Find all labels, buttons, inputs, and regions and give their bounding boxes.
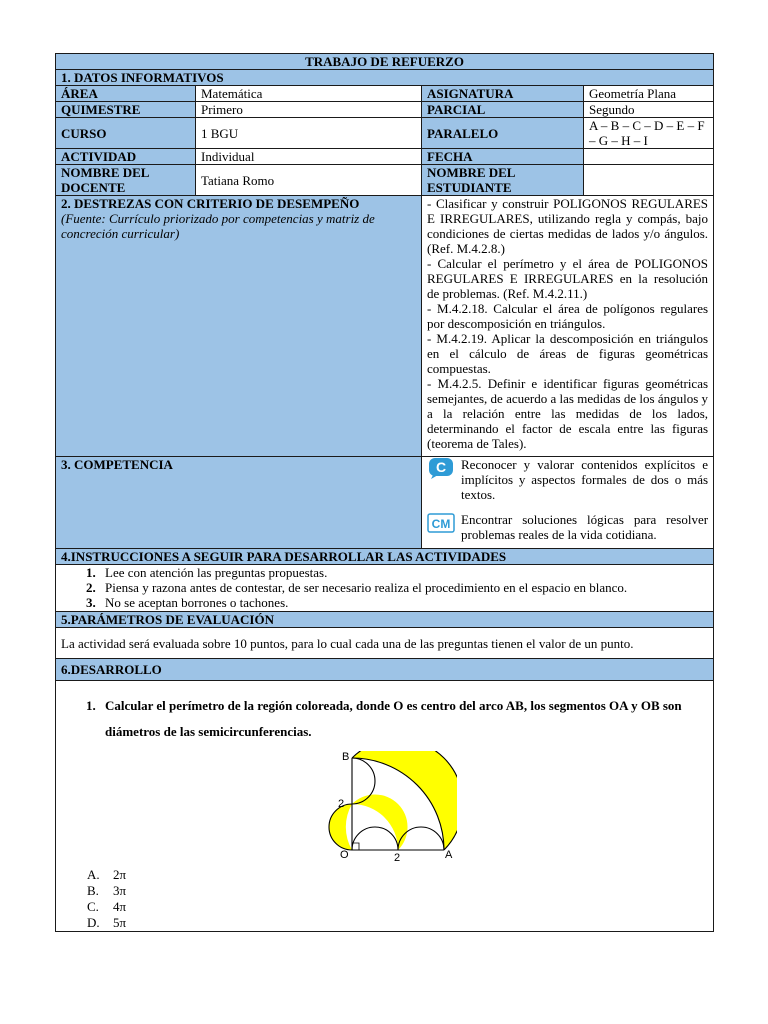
destrezas-cell <box>56 196 422 457</box>
quimestre-value: Primero <box>196 102 422 118</box>
question-list <box>61 693 708 745</box>
section-parametros-heading: 5.PARÁMETROS DE EVALUACIÓN <box>56 612 714 628</box>
actividad-value: Individual <box>196 149 422 165</box>
competencia-item <box>427 457 708 502</box>
paralelo-value: A – B – C – D – E – F – G – H – I <box>584 118 714 149</box>
destreza-item: - M.4.2.19. Aplicar la descomposición en triángulos en el cálculo de áreas de figuras geométricas compuestas. <box>427 331 709 376</box>
docente-value: Tatiana Romo <box>196 165 422 196</box>
parcial-label: PARCIAL <box>422 102 584 118</box>
estudiante-label: NOMBRE DEL ESTUDIANTE <box>422 165 584 196</box>
parametros-text: La actividad será evaluada sobre 10 puntos, para lo cual cada una de las preguntas tienen el valor de un punto. <box>56 628 714 659</box>
actividad-label: ACTIVIDAD <box>56 149 196 165</box>
competencia-cell <box>422 457 714 549</box>
instruccion-item: 3. No se aceptan borrones o tachones. <box>99 595 708 610</box>
instrucciones-cell <box>56 565 714 612</box>
competencia-c-icon <box>427 457 455 479</box>
destreza-item: - M.4.2.5. Definir e identificar figuras geométricas semejantes, de acuerdo a las medidas de los ángulos y a la relación entre las medidas de los lados, determinando el factor de escala entre las figuras (teorema de Tales). <box>427 376 709 451</box>
geometry-diagram <box>327 751 457 863</box>
destrezas-list <box>422 196 714 457</box>
asignatura-value: Geometría Plana <box>584 86 714 102</box>
geometry-figure <box>61 751 708 863</box>
section-competencia-heading: 3. COMPETENCIA <box>56 457 422 549</box>
answer-option-a[interactable]: A. 2π <box>87 867 127 882</box>
section-desarrollo-heading: 6.DESARROLLO <box>56 659 714 681</box>
instruccion-item: 1. Lee con atención las preguntas propuestas. <box>99 565 708 580</box>
asignatura-label: ASIGNATURA <box>422 86 584 102</box>
instrucciones-list <box>61 565 708 610</box>
section-instrucciones-heading: 4.INSTRUCCIONES A SEGUIR PARA DESARROLLAR LAS ACTIVIDADES <box>56 549 714 565</box>
destreza-item: - M.4.2.18. Calcular el área de polígonos regulares por descomposición en triángulos. <box>427 301 709 331</box>
curso-value: 1 BGU <box>196 118 422 149</box>
section-datos-heading: 1. DATOS INFORMATIVOS <box>56 70 714 86</box>
section-destrezas-heading: 2. DESTREZAS CON CRITERIO DE DESEMPEÑO <box>61 196 360 211</box>
competencia-cm-icon <box>427 512 455 534</box>
svg-text:CM: CM <box>431 517 451 531</box>
svg-text:C: C <box>435 459 447 475</box>
question-1: 1. Calcular el perímetro de la región coloreada, donde O es centro del arco AB, los segmentos OA y OB son diámetros de las semicircunferencias. <box>99 693 708 745</box>
curso-label: CURSO <box>56 118 196 149</box>
answer-option-b[interactable]: B. 3π <box>87 883 127 898</box>
page-title: TRABAJO DE REFUERZO <box>56 54 714 70</box>
worksheet-table <box>55 53 714 932</box>
shaded-region <box>329 804 352 850</box>
destreza-item: - Clasificar y construir POLIGONOS REGULARES E IRREGULARES, utilizando regla y compás, bajo condiciones de ciertas medidas de lados y/o ángulos. (Ref. M.4.2.8.) <box>427 196 709 256</box>
quimestre-label: QUIMESTRE <box>56 102 196 118</box>
figure-label: 2 <box>338 798 345 810</box>
estudiante-value[interactable] <box>584 165 714 196</box>
area-value: Matemática <box>196 86 422 102</box>
competencia-item-text: Reconocer y valorar contenidos explícitos e implícitos y aspectos formales de dos o más textos. <box>461 457 709 502</box>
answer-option-d[interactable]: D. 5π <box>87 915 127 930</box>
fecha-label: FECHA <box>422 149 584 165</box>
instruccion-item: 2. Piensa y razona antes de contestar, de ser necesario realiza el procedimiento en el espacio en blanco. <box>99 580 708 595</box>
answer-options <box>61 867 708 931</box>
fecha-value[interactable] <box>584 149 714 165</box>
desarrollo-cell <box>56 681 714 932</box>
figure-label: A <box>445 849 453 861</box>
docente-label: NOMBRE DEL DOCENTE <box>56 165 196 196</box>
area-label: ÁREA <box>56 86 196 102</box>
answer-option-c[interactable]: C. 4π <box>87 899 127 914</box>
figure-label: B <box>342 751 350 763</box>
competencia-item <box>427 512 708 542</box>
figure-label: O <box>340 849 349 861</box>
competencia-item-text: Encontrar soluciones lógicas para resolver problemas reales de la vida cotidiana. <box>461 512 709 542</box>
destreza-item: - Calcular el perímetro y el área de POLIGONOS REGULARES E IRREGULARES en la resolución de problemas. (Ref. M.4.2.11.) <box>427 256 709 301</box>
destrezas-source: (Fuente: Currículo priorizado por competencias y matriz de concreción curricular) <box>61 211 375 241</box>
paralelo-label: PARALELO <box>422 118 584 149</box>
parcial-value: Segundo <box>584 102 714 118</box>
figure-label: 2 <box>394 852 401 863</box>
